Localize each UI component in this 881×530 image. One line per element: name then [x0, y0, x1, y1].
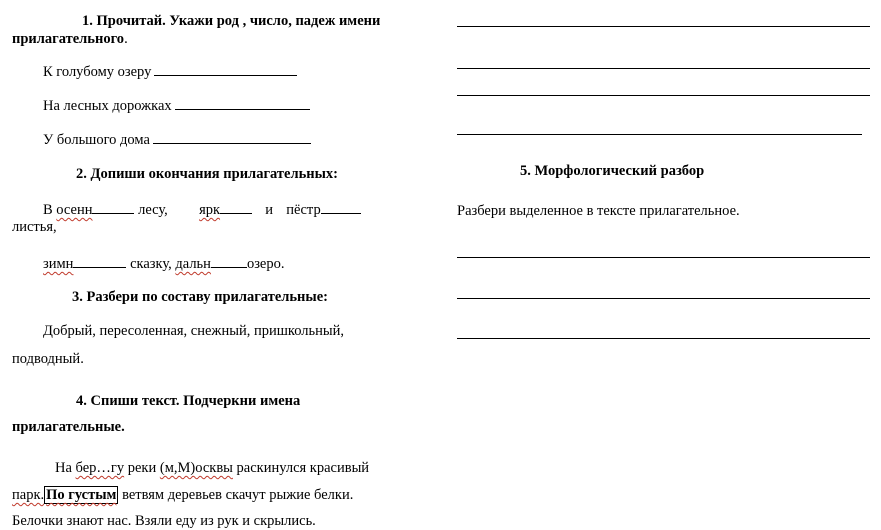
- task4-title-line2: прилагательные.: [12, 419, 125, 435]
- task2-word-ozero: озеро.: [246, 256, 285, 272]
- task4-text-line1: [55, 459, 369, 477]
- task1-title-line1: 1. Прочитай. Укажи род , число, падеж имени: [82, 13, 381, 29]
- task2-title: 2. Допиши окончания прилагательных:: [76, 166, 339, 182]
- task3-words-line2: подводный.: [12, 351, 84, 367]
- task2-word-v: В: [43, 202, 53, 218]
- task4-title-line1: 4. Спиши текст. Подчеркни имена: [76, 393, 301, 409]
- task2-row2: [43, 254, 284, 273]
- answer-line-4[interactable]: [457, 134, 862, 135]
- task3-title: 3. Разбери по составу прилагательные:: [72, 289, 329, 305]
- answer-line-2[interactable]: [457, 68, 870, 69]
- task4-word-moskvy: (м,М)осквы: [159, 460, 233, 476]
- task1-item-2-text: На лесных дорожках: [43, 98, 172, 114]
- task5-title: 5. Морфологический разбор: [520, 163, 705, 179]
- task1-item-2: [43, 96, 310, 115]
- task2-word-daln: дальн: [175, 256, 211, 272]
- answer-line-7[interactable]: [457, 338, 870, 339]
- answer-line-6[interactable]: [457, 298, 870, 299]
- task4-word-rest2: ветвям деревьев скачут рыжие белки.: [122, 487, 354, 503]
- task4-word-rest1: раскинулся красивый: [236, 460, 370, 476]
- task1-item-1-text: К голубому озеру: [43, 64, 152, 80]
- task2-blank-yark[interactable]: [220, 200, 252, 214]
- task5-instruction: Разбери выделенное в тексте прилагательное.: [457, 203, 740, 219]
- task1-title-line2: [12, 30, 128, 48]
- task4-text-line3: Белочки знают нас. Взяли еду из рук и скрылись.: [12, 513, 316, 529]
- task2-word-lesu: лесу,: [138, 202, 168, 218]
- task1-item-1: [43, 62, 297, 81]
- answer-line-5[interactable]: [457, 257, 870, 258]
- task4-word-na: На: [55, 460, 72, 476]
- task4-word-park: парк.: [12, 487, 45, 503]
- task2-blank-pyostr[interactable]: [321, 200, 361, 214]
- answer-line-1[interactable]: [457, 26, 870, 27]
- task4-highlighted-adjective: По густым: [46, 487, 117, 503]
- task1-answer-blank-2[interactable]: [175, 96, 310, 110]
- task1-title-period: .: [124, 31, 128, 47]
- task1-title-word: прилагательного: [12, 31, 125, 47]
- task1-answer-blank-3[interactable]: [153, 130, 311, 144]
- task2-word-zimn: зимн: [43, 256, 74, 272]
- task2-word-pyostr: пёстр: [286, 202, 321, 218]
- task2-blank-daln[interactable]: [211, 254, 247, 268]
- task2-blank-zimn[interactable]: [73, 254, 126, 268]
- task1-item-3: [43, 130, 311, 149]
- task2-word-yark: ярк: [199, 202, 221, 218]
- task2-word-i: и: [265, 202, 274, 218]
- task2-row1: [43, 200, 361, 219]
- task2-word-skazku: сказку,: [130, 256, 172, 272]
- task2-row1-cont: листья,: [12, 219, 57, 235]
- answer-line-3[interactable]: [457, 95, 870, 96]
- task1-answer-blank-1[interactable]: [154, 62, 297, 76]
- task4-word-reki: реки: [127, 460, 157, 476]
- task4-text-line2: [12, 486, 353, 504]
- task2-blank-osenn[interactable]: [92, 200, 134, 214]
- task1-item-3-text: У большого дома: [43, 132, 150, 148]
- task4-word-beregu: бер…гу: [75, 460, 125, 476]
- task2-word-osenn: осенн: [56, 202, 93, 218]
- task3-words-line1: Добрый, пересоленная, снежный, пришкольный,: [43, 323, 345, 339]
